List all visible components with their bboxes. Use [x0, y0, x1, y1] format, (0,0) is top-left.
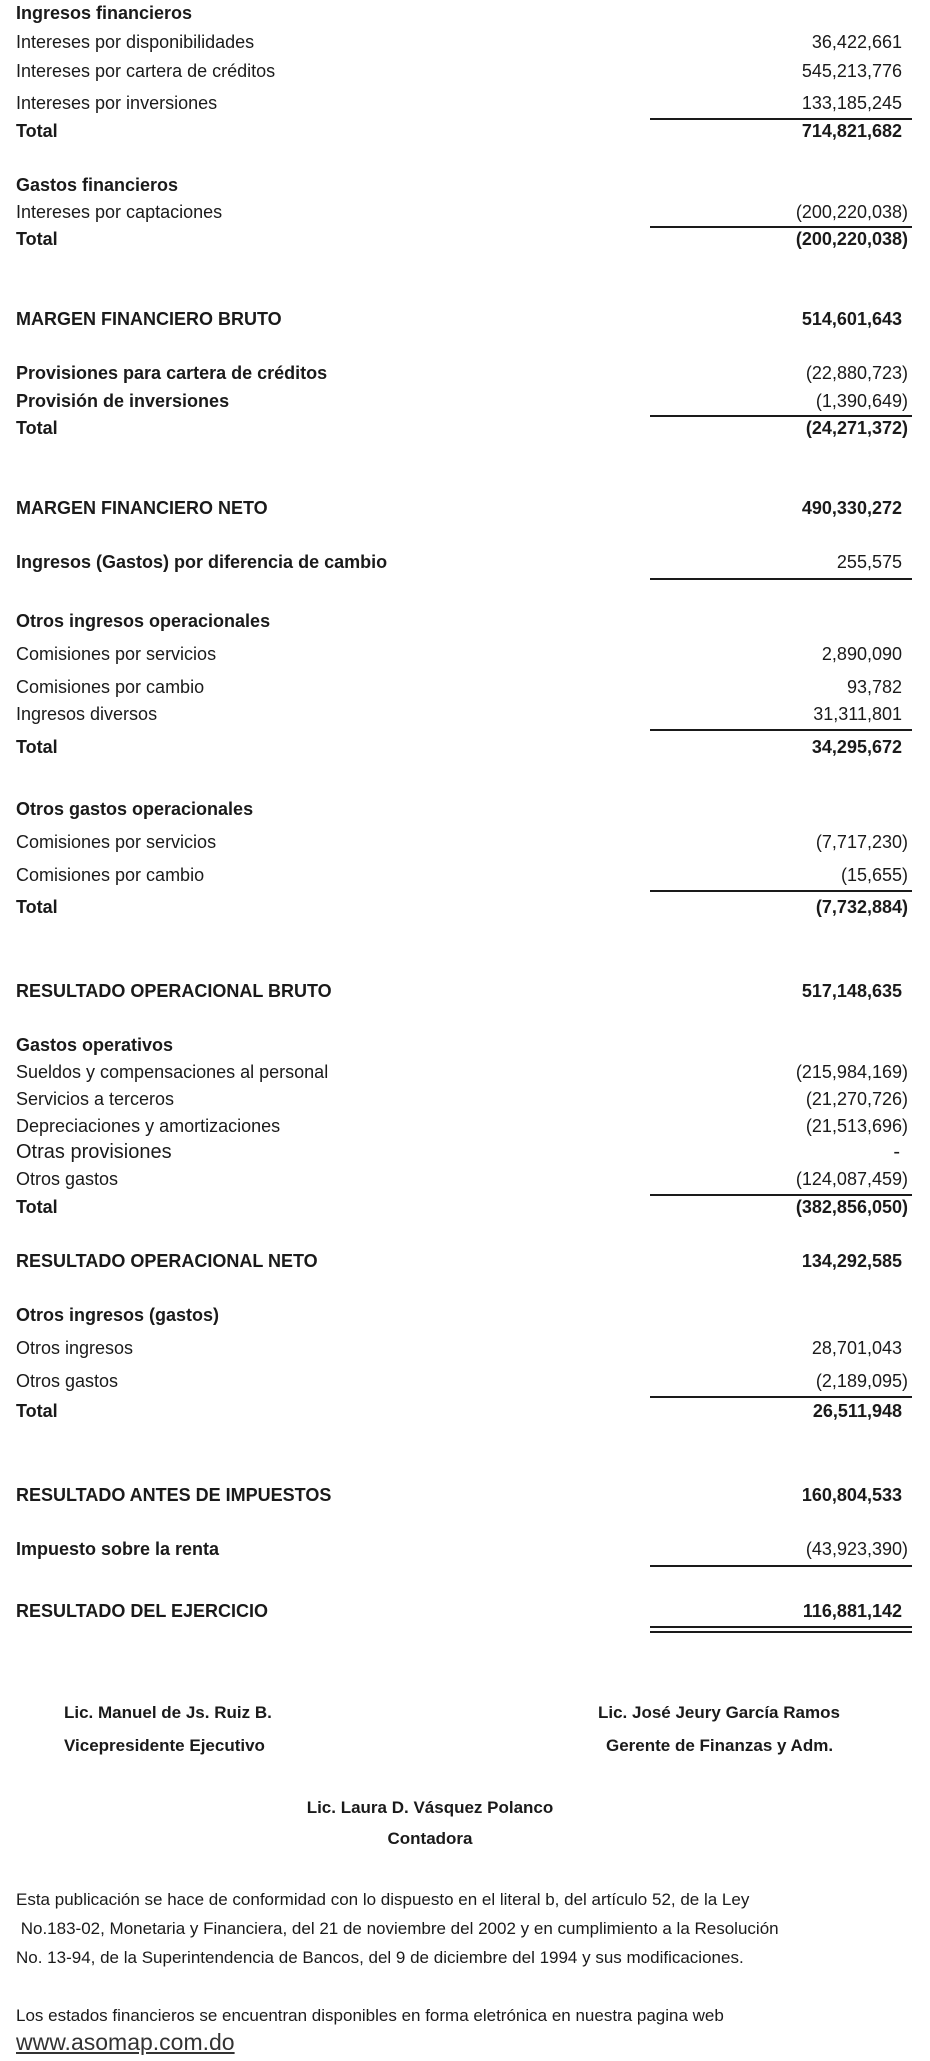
subtotal-rule	[650, 729, 912, 731]
total-row: Total (200,220,038)	[16, 229, 908, 249]
line-item: Intereses por captaciones (200,220,038)	[16, 202, 908, 222]
margen-financiero-neto: MARGEN FINANCIERO NETO 490,330,272	[16, 498, 902, 518]
line-item: Otras provisiones -	[16, 1141, 900, 1163]
section-title-otros-ingresos-operacionales: Otros ingresos operacionales	[16, 611, 271, 631]
signatory-1-name: Lic. Manuel de Js. Ruiz B.	[64, 1703, 272, 1722]
line-item: Comisiones por servicios 2,890,090	[16, 644, 902, 664]
line-item: Otros gastos (124,087,459)	[16, 1169, 908, 1189]
section-title-ingresos-financieros: Ingresos financieros	[16, 3, 193, 23]
line-item: Comisiones por cambio (15,655)	[16, 865, 908, 885]
line-item: Ingresos diversos 31,311,801	[16, 704, 902, 724]
subtotal-rule	[650, 1565, 912, 1567]
line-item: Intereses por cartera de créditos 545,213,776	[16, 61, 902, 81]
legal-note-line-3: No. 13-94, de la Superintendencia de Bancos, del 9 de diciembre del 1994 y sus modificaciones.	[16, 1948, 744, 1967]
signatory-1-title: Vicepresidente Ejecutivo	[64, 1736, 265, 1755]
signatory-2-name: Lic. José Jeury García Ramos	[598, 1703, 840, 1722]
line-item: Provisión de inversiones (1,390,649)	[16, 391, 908, 411]
signatory-2-title: Gerente de Finanzas y Adm.	[606, 1736, 834, 1755]
signatory-3-title: Contadora	[387, 1829, 473, 1848]
line-item: Intereses por inversiones 133,185,245	[16, 93, 902, 113]
section-title-gastos-financieros: Gastos financieros	[16, 175, 179, 195]
resultado-antes-impuestos: RESULTADO ANTES DE IMPUESTOS 160,804,533	[16, 1485, 902, 1505]
impuesto-sobre-renta: Impuesto sobre la renta (43,923,390)	[16, 1539, 908, 1559]
line-item: Depreciaciones y amortizaciones (21,513,696)	[16, 1116, 908, 1136]
grand-total-double-rule	[650, 1626, 912, 1633]
section-title-gastos-operativos: Gastos operativos	[16, 1035, 174, 1055]
resultado-del-ejercicio: RESULTADO DEL EJERCICIO 116,881,142	[16, 1601, 902, 1621]
line-item: Comisiones por cambio 93,782	[16, 677, 902, 697]
website-link[interactable]: www.asomap.com.do	[16, 2029, 235, 2055]
subtotal-rule	[650, 578, 912, 580]
subtotal-rule	[650, 890, 912, 892]
line-item: Intereses por disponibilidades 36,422,661	[16, 32, 902, 52]
resultado-operacional-neto: RESULTADO OPERACIONAL NETO 134,292,585	[16, 1251, 902, 1271]
line-item: Servicios a terceros (21,270,726)	[16, 1089, 908, 1109]
line-item: Comisiones por servicios (7,717,230)	[16, 832, 908, 852]
section-title-otros-gastos-operacionales: Otros gastos operacionales	[16, 799, 254, 819]
line-item: Otros gastos (2,189,095)	[16, 1371, 908, 1391]
line-item: Otros ingresos 28,701,043	[16, 1338, 902, 1358]
legal-note-line-1: Esta publicación se hace de conformidad con lo dispuesto en el literal b, del artículo 52, de la Ley	[16, 1890, 750, 1909]
section-title-otros-ingresos-gastos: Otros ingresos (gastos)	[16, 1305, 220, 1325]
diferencia-cambio: Ingresos (Gastos) por diferencia de cambio 255,575	[16, 552, 902, 572]
total-row: Total (24,271,372)	[16, 418, 908, 438]
availability-note: Los estados financieros se encuentran disponibles en forma eletrónica en nuestra pagina web	[16, 2006, 724, 2025]
total-row: Total (7,732,884)	[16, 897, 908, 917]
total-row: Total 26,511,948	[16, 1401, 902, 1421]
line-item: Sueldos y compensaciones al personal (215,984,169)	[16, 1062, 908, 1082]
signatory-3-name: Lic. Laura D. Vásquez Polanco	[306, 1798, 554, 1817]
total-row: Total 34,295,672	[16, 737, 902, 757]
legal-note-line-2: No.183-02, Monetaria y Financiera, del 21 de noviembre del 2002 y en cumplimiento a la Resolución	[16, 1919, 779, 1938]
total-row: Total 714,821,682	[16, 121, 902, 141]
margen-financiero-bruto: MARGEN FINANCIERO BRUTO 514,601,643	[16, 309, 902, 329]
resultado-operacional-bruto: RESULTADO OPERACIONAL BRUTO 517,148,635	[16, 981, 902, 1001]
line-item: Provisiones para cartera de créditos (22,880,723)	[16, 363, 908, 383]
total-row: Total (382,856,050)	[16, 1197, 908, 1217]
